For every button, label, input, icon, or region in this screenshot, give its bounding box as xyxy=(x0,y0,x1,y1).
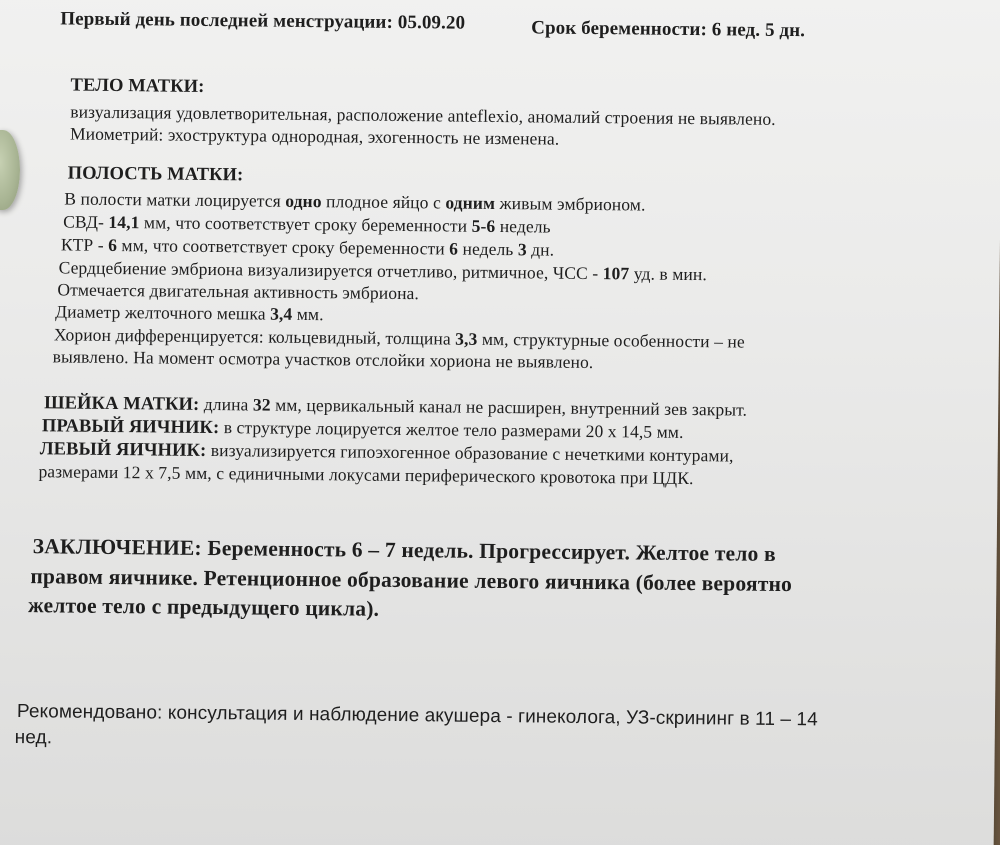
gestational-age-value: 6 нед. 5 дн. xyxy=(711,19,806,42)
lmp-value: 05.09.20 xyxy=(397,11,466,34)
cervix-line: ШЕЙКА МАТКИ: длина 32 мм, цервикальный канал не расширен, внутренний зев закрыт. xyxy=(44,393,748,420)
cavity-line-detachment: выявлено. На момент осмотра участков отслойки хориона не выявлено. xyxy=(52,346,594,373)
right-ovary-title: ПРАВЫЙ ЯИЧНИК: xyxy=(41,416,220,439)
gestational-age-line xyxy=(531,17,805,42)
cavity-line-motion: Отмечается двигательная активность эмбриона. xyxy=(57,279,420,304)
recommendation-line-2: нед. xyxy=(14,726,53,749)
cervix-title: ШЕЙКА МАТКИ: xyxy=(44,393,200,415)
recommendation-line-1: Рекомендовано: консультация и наблюдение акушера - гинеколога, УЗ-скрининг в 11 – 14 xyxy=(16,701,818,731)
cavity-line-1: В полости матки лоцируется одно плодное яйцо с одним живым эмбрионом. xyxy=(64,188,646,215)
cavity-line-chorion: Хорион дифференцируется: кольцевидный, толщина 3,3 мм, структурные особенности – не xyxy=(53,324,745,352)
conclusion-line-2: правом яичнике. Ретенционное образование левого яичника (более вероятно xyxy=(30,564,793,597)
left-ovary-line-1: ЛЕВЫЙ ЯИЧНИК: визуализируется гипоэхогенное образование с нечеткими контурами, xyxy=(39,439,734,466)
uterus-body-line-1: визуализация удовлетворительная, расположение anteflexio, аномалий строения не выявлено. xyxy=(70,101,776,129)
uterine-cavity-title: ПОЛОСТЬ МАТКИ: xyxy=(67,163,244,186)
cavity-line-ktr: КТР - 6 мм, что соответствует сроку беременности 6 недель 3 дн. xyxy=(60,234,555,260)
lmp-line xyxy=(60,8,465,34)
left-ovary-line-2: размерами 12 х 7,5 мм, с единичными локусами периферического кровотока при ЦДК. xyxy=(38,461,694,489)
uterus-body-line-2: Миометрий: эхоструктура однородная, эхогенность не изменена. xyxy=(69,123,560,149)
cavity-line-heartbeat: Сердцебиение эмбриона визуализируется отчетливо, ритмичное, ЧСС - 107 уд. в мин. xyxy=(58,257,707,285)
cavity-line-yolk-sac: Диаметр желточного мешка 3,4 мм. xyxy=(55,301,324,325)
left-ovary-title: ЛЕВЫЙ ЯИЧНИК: xyxy=(39,439,207,461)
conclusion-line-1: ЗАКЛЮЧЕНИЕ: Беременность 6 – 7 недель. Прогрессирует. Желтое тело в xyxy=(32,534,777,566)
gestational-age-label: Срок беременности: xyxy=(531,17,708,41)
uterus-body-title: ТЕЛО МАТКИ: xyxy=(70,75,205,97)
conclusion-line-3: желтое тело с предыдущего цикла). xyxy=(27,593,380,621)
lmp-label: Первый день последней менструации: xyxy=(60,8,394,33)
right-ovary-line: ПРАВЫЙ ЯИЧНИК: в структуре лоцируется желтое тело размерами 20 х 14,5 мм. xyxy=(41,416,684,442)
cavity-line-svd: СВД- 14,1 мм, что соответствует сроку беременности 5-6 недель xyxy=(63,211,551,237)
